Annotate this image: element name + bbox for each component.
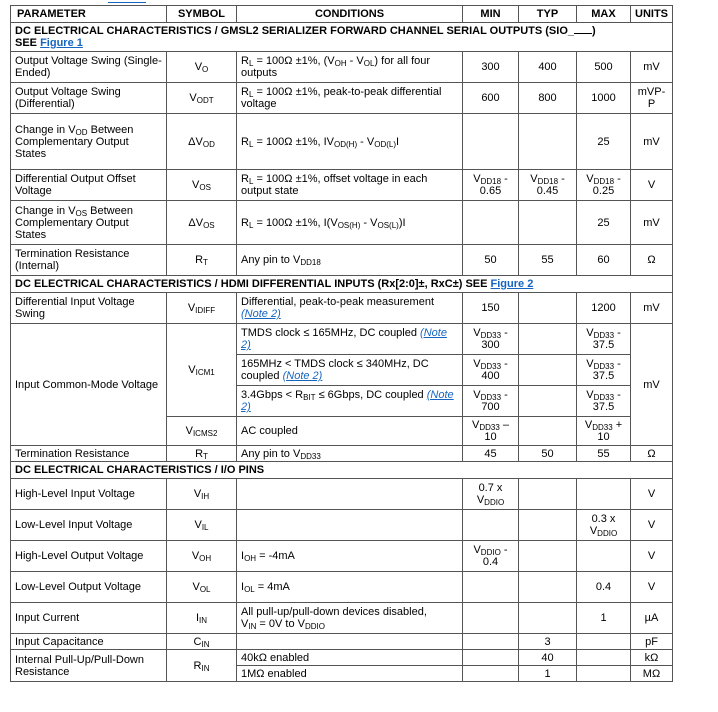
table-row: Input Capacitance $C_{IN}$ 3 pF [11,634,673,650]
table-row: High-Level Output Voltage $V_{OH}$ $I_{OH} = -4mA$ $V_{DDIO}$ - 0.4 V [11,541,673,572]
table-row: Differential Output Offset Voltage $V_{OS}$ $R_L = 100\Omega \pm 1\%$, offset voltage in each output state $V_{DD18}$ - 0.65 $V_{DD18}$ - 0.45 $V_{DD18}$ - 0.25 V [11,170,673,201]
table-row: Internal Pull-Up/Pull-Down Resistance $R_{IN}$ 40kΩ enabled 40 kΩ [11,650,673,666]
figure-2-link[interactable]: Figure 2 [490,278,534,290]
table-row: Termination Resistance $R_T$ Any pin to $V_{DD33}$ 45 50 55 Ω [11,446,673,462]
table-row: Output Voltage Swing (Differential) $V_{ODT}$ $R_L = 100\Omega \pm 1\%$, peak-to-peak differential voltage 600 800 1000 mVP-P [11,83,673,114]
note-2-link[interactable]: (Note 2) [241,389,454,413]
table-header-row [11,6,673,23]
table-row: 3.4Gbps < $R_{BIT}$ ≤ 6Gbps, DC coupled (Note 2) $V_{DD33}$ - 700 $V_{DD33}$ - 37.5 [11,386,673,417]
header-units: UNITS [631,6,673,23]
table-row: Output Voltage Swing (Single-Ended) $V_O$ $R_L = 100\Omega \pm 1\%$, $(V_{OH} - V_{OL})$ for all four outputs 300 400 500 mV [11,52,673,83]
note-2-link[interactable]: (Note 2) [282,370,323,382]
header-symbol: SYMBOL [167,6,237,23]
clipped-link-fragment [108,0,146,3]
dc-electrical-characteristics-table [10,5,673,682]
table-row: Low-Level Output Voltage $V_{OL}$ $I_{OL} = 4mA$ 0.4 V [11,572,673,603]
section-title-gmsl2: DC ELECTRICAL CHARACTERISTICS / GMSL2 SERIALIZER FORWARD CHANNEL SERIAL OUTPUTS (SIO_ ) SEE Figure 1 [11,23,673,52]
note-2-link[interactable]: (Note 2) [241,308,281,320]
table-row: 1MΩ enabled 1 MΩ [11,666,673,682]
table-row: Input Current $I_{IN}$ All pull-up/pull-down devices disabled, $V_{IN} = 0V$ to $V_{DDIO}$ 1 µA [11,603,673,634]
table-row: $V_{ICMS2}$ AC coupled $V_{DD33}$ – 10 $V_{DD33}$ + 10 [11,417,673,446]
figure-1-link[interactable]: Figure 1 [40,37,83,49]
table-row: High-Level Input Voltage $V_{IH}$ 0.7 x $V_{DDIO}$ V [11,479,673,510]
header-parameter: PARAMETER [11,6,167,23]
section-title-io-pins: DC ELECTRICAL CHARACTERISTICS / I/O PINS [11,462,673,479]
section-row [11,276,673,293]
header-typ: TYP [519,6,577,23]
table-row: Termination Resistance (Internal) $R_T$ Any pin to $V_{DD18}$ 50 55 60 Ω [11,245,673,276]
table-row: Differential Input Voltage Swing $V_{IDIFF}$ Differential, peak-to-peak measurement (Note 2) 150 1200 mV [11,293,673,324]
note-2-link[interactable]: (Note 2) [241,327,447,351]
section-row [11,462,673,479]
header-min: MIN [463,6,519,23]
section-row [11,23,673,52]
table-row: Change in $V_{OS}$ Between Complementary Output States $\Delta V_{OS}$ $R_L = 100\Omega \pm 1\%$, $I(V_{OS(H)} - V_{OS(L)})I$ 25 mV [11,201,673,245]
table-row: 165MHz < TMDS clock ≤ 340MHz, DC coupled (Note 2) $V_{DD33}$ - 400 $V_{DD33}$ - 37.5 [11,355,673,386]
table-row: Low-Level Input Voltage $V_{IL}$ 0.3 x $V_{DDIO}$ V [11,510,673,541]
table-row: Change in $V_{OD}$ Between Complementary Output States $\Delta V_{OD}$ $R_L = 100\Omega \pm 1\%$, $IV_{OD(H)} - V_{OD(L)}I$ 25 mV [11,114,673,170]
table-row: Input Common-Mode Voltage $V_{ICM1}$ TMDS clock ≤ 165MHz, DC coupled (Note 2) $V_{DD33}$ - 300 $V_{DD33}$ - 37.5 mV [11,324,673,355]
header-conditions: CONDITIONS [237,6,463,23]
header-max: MAX [577,6,631,23]
section-title-hdmi: DC ELECTRICAL CHARACTERISTICS / HDMI DIFFERENTIAL INPUTS (Rx[2:0]±, RxC±) SEE Figure 2 [11,276,673,293]
